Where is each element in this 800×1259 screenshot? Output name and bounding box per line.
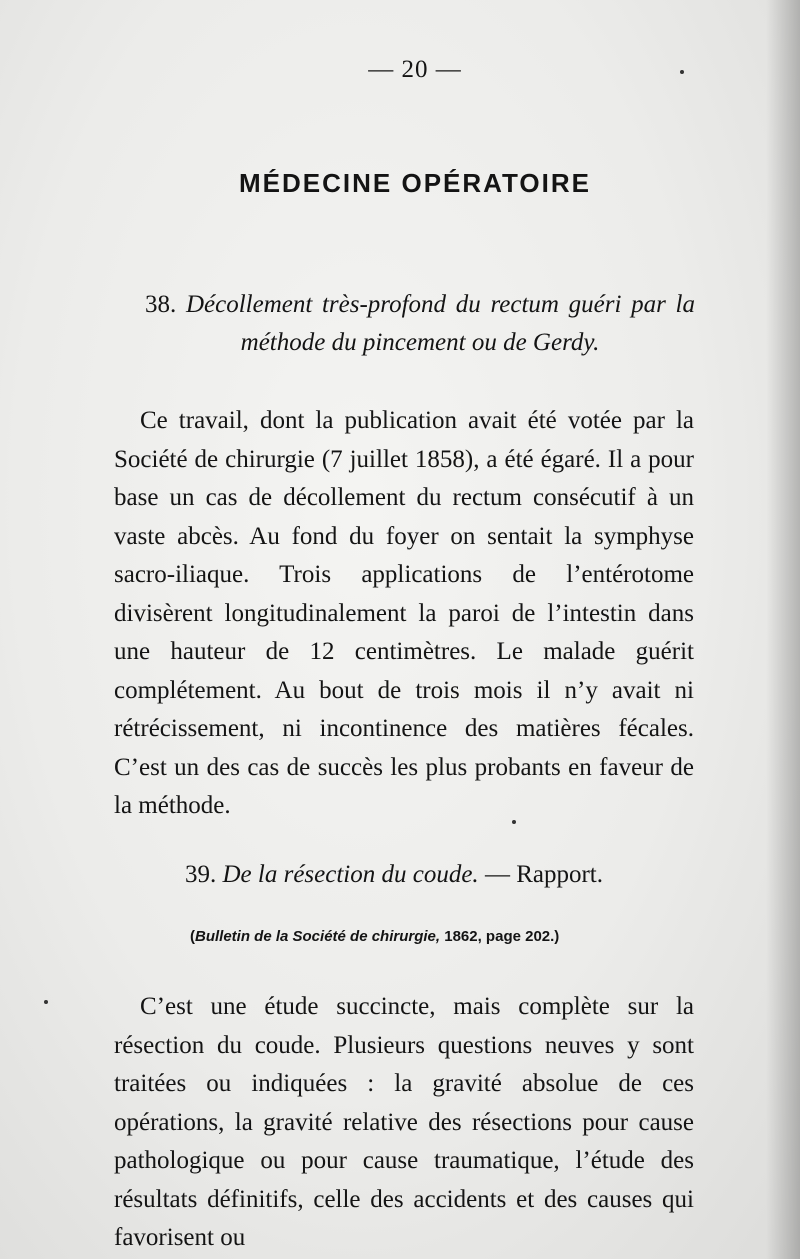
page-number: — 20 — bbox=[368, 56, 462, 83]
citation-details: 1862, page 202.) bbox=[440, 928, 560, 945]
entry-39-heading: De la résection du coude. bbox=[222, 861, 479, 888]
print-speck bbox=[512, 820, 516, 824]
entry-39-number: 39. bbox=[185, 861, 217, 888]
print-speck bbox=[680, 70, 684, 74]
print-speck bbox=[44, 1000, 48, 1004]
entry-38-heading: Décollement très-profond du rectum guéri par la méthode du pincement ou de Gerdy. bbox=[185, 291, 696, 356]
citation-open: ( bbox=[190, 928, 195, 945]
paragraph-2: C’est une étude succincte, mais complète sur la résection du coude. Plusieurs questions neuves y sont traitées ou indiquées : la gravité absolue de ces opérations, la gravité relative des résections pour cause pathologique ou pour cause traumatique, l’étude des résultats définitifs, celle des accidents et des causes qui favorisent ou bbox=[114, 993, 694, 1251]
entry-39-title bbox=[185, 856, 645, 894]
citation-source: Bulletin de la Société de chirurgie, bbox=[195, 928, 441, 945]
page-edge-shadow bbox=[766, 0, 800, 1259]
entry-38-number: 38. bbox=[145, 291, 177, 318]
section-heading: MÉDECINE OPÉRATOIRE bbox=[239, 168, 591, 198]
entry-39-suffix: — Rapport. bbox=[484, 861, 603, 888]
entry-38-title bbox=[145, 286, 695, 362]
citation bbox=[190, 928, 650, 945]
paragraph-1: Ce travail, dont la publication avait été votée par la Société de chirurgie (7 juillet 1858), a été égaré. Il a pour base un cas de décollement du rectum consécutif à un vaste abcès. Au fond du foyer on sentait la symphyse sacro-iliaque. Trois applications de l’entérotome divisèrent longitudinalement la paroi de l’intestin dans une hauteur de 12 centimètres. Le malade guérit complétement. Au bout de trois mois il n’y avait ni rétrécissement, ni incontinence des matières fécales. C’est un des cas de succès les plus probants en faveur de la méthode. bbox=[114, 407, 694, 819]
